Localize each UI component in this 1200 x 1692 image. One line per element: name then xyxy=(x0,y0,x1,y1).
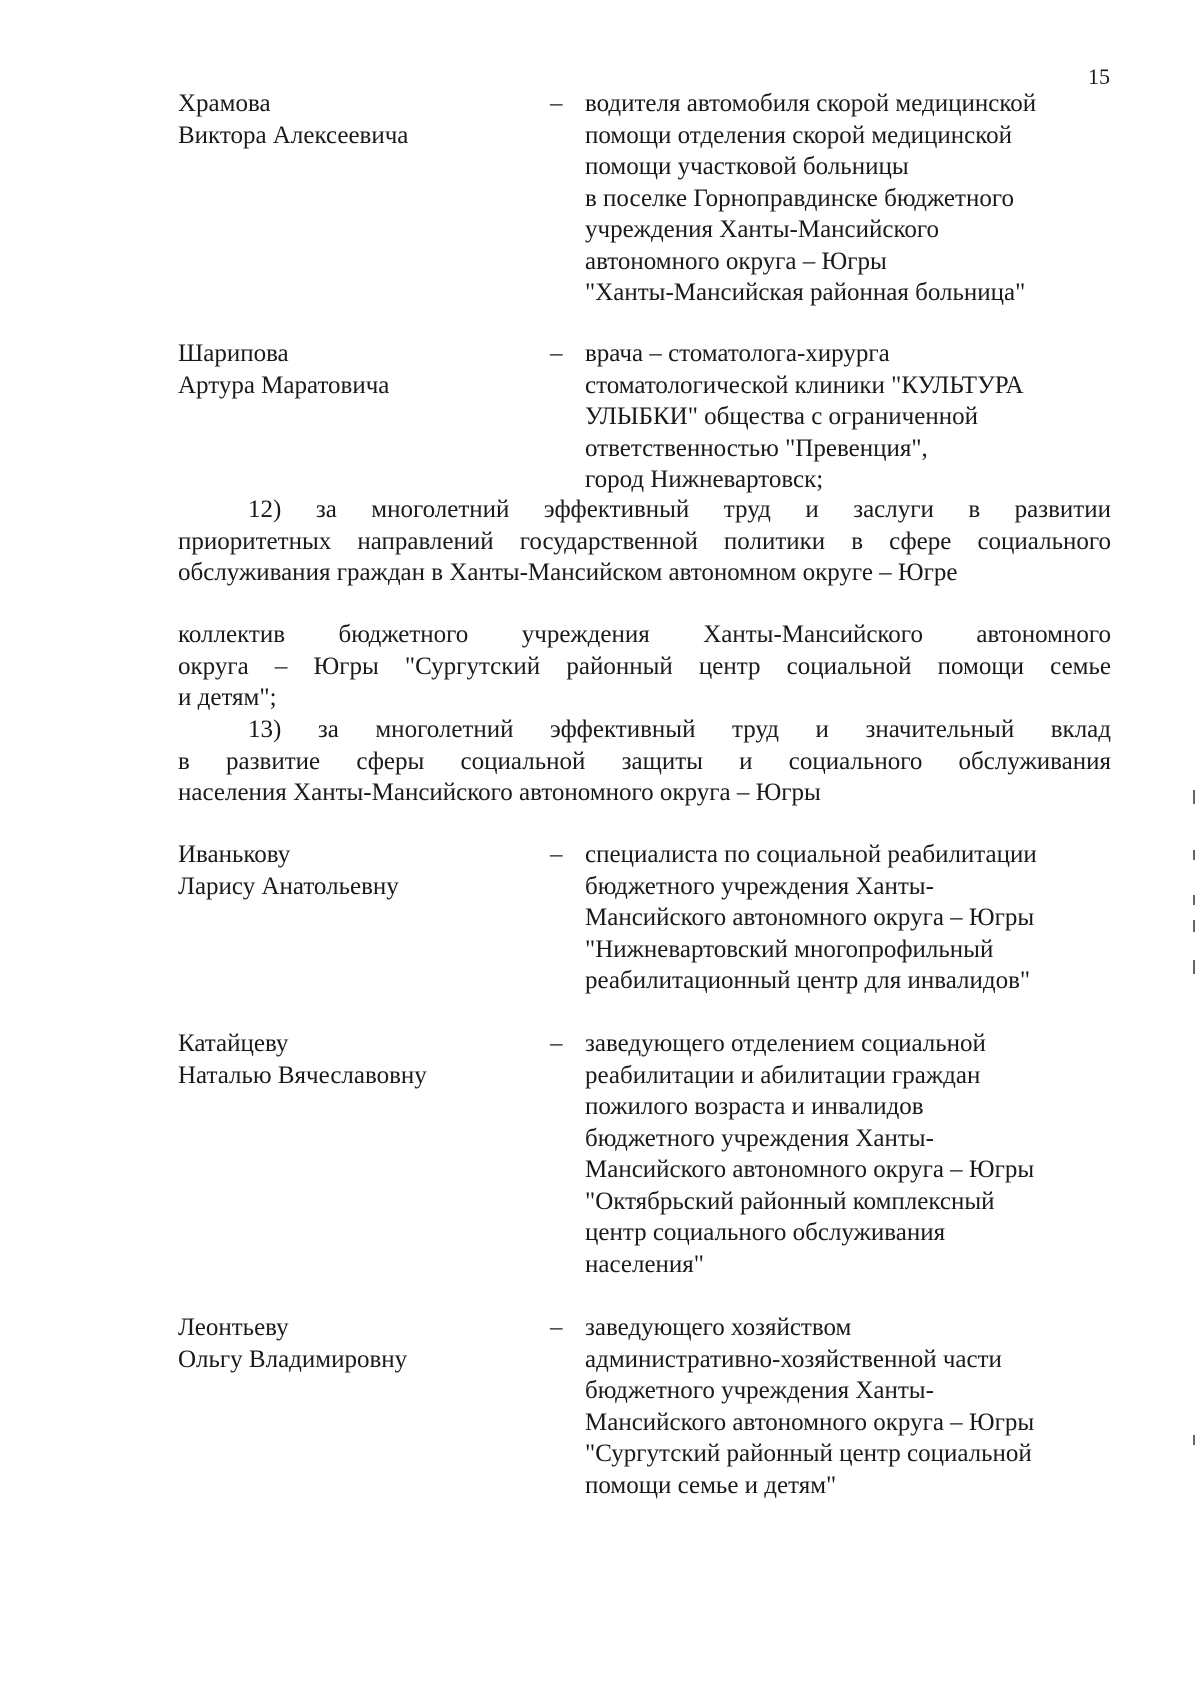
name-line: Катайцеву xyxy=(178,1030,289,1057)
position-description xyxy=(585,1312,1113,1501)
position-description xyxy=(585,1028,1113,1280)
desc-line: пожилого возраста и инвалидов xyxy=(585,1093,924,1120)
paragraph-line: 12) за многолетний эффективный труд и заслуги в развитии xyxy=(248,496,1111,523)
paragraph-line: обслуживания граждан в Ханты-Мансийском автономном округе – Югре xyxy=(178,559,958,586)
desc-line: реабилитационный центр для инвалидов" xyxy=(585,967,1031,994)
paragraph-line: приоритетных направлений государственной политики в сфере социального xyxy=(178,527,1111,555)
desc-line: учреждения Ханты-Мансийского xyxy=(585,216,940,243)
scan-edge-mark xyxy=(1193,790,1195,804)
paragraph-line: коллектив бюджетного учреждения Ханты-Мансийского автономного xyxy=(178,621,1111,648)
award-category-13 xyxy=(178,714,1111,809)
desc-line: Мансийского автономного округа – Югры xyxy=(585,1408,1035,1436)
paragraph-line: 13) за многолетний эффективный труд и значительный вклад xyxy=(248,716,1111,743)
dash-separator: – xyxy=(550,1314,563,1341)
page-number: 15 xyxy=(1088,64,1110,89)
desc-line: город Нижневартовск; xyxy=(585,466,824,493)
desc-line: "Ханты-Мансийская районная больница" xyxy=(585,279,1026,306)
desc-line: специалиста по социальной реабилитации xyxy=(585,841,1037,868)
desc-line: бюджетного учреждения Ханты- xyxy=(585,1377,934,1404)
paragraph-line: населения Ханты-Мансийского автономного округа – Югры xyxy=(178,779,821,806)
desc-line: помощи участковой больницы xyxy=(585,153,909,180)
dash-separator: – xyxy=(550,340,563,367)
desc-line: населения" xyxy=(585,1250,705,1278)
scan-edge-mark xyxy=(1193,895,1195,905)
paragraph-line: в развитие сферы социальной защиты и социального обслуживания xyxy=(178,747,1111,775)
desc-line: бюджетного учреждения Ханты- xyxy=(585,872,934,900)
desc-line: стоматологической клиники "КУЛЬТУРА xyxy=(585,371,1024,399)
position-description xyxy=(585,338,1113,496)
desc-line: "Нижневартовский многопрофильный xyxy=(585,935,994,963)
dash-separator: – xyxy=(550,841,563,868)
person-name xyxy=(178,1312,538,1375)
name-line: Шарипова xyxy=(178,340,289,367)
name-line: Иванькову xyxy=(178,841,291,868)
name-line: Ольгу Владимировну xyxy=(178,1345,408,1373)
desc-line: Мансийского автономного округа – Югры xyxy=(585,904,1035,931)
desc-line: Мансийского автономного округа – Югры xyxy=(585,1156,1035,1183)
desc-line: бюджетного учреждения Ханты- xyxy=(585,1124,934,1152)
collective-award xyxy=(178,619,1111,714)
person-name xyxy=(178,1028,538,1091)
scan-edge-mark xyxy=(1193,1435,1195,1445)
scan-edge-mark xyxy=(1193,960,1195,974)
desc-line: ответственностью "Превенция", xyxy=(585,434,928,462)
name-line: Наталью Вячеславовну xyxy=(178,1061,427,1089)
name-line: Храмова xyxy=(178,90,271,117)
desc-line: реабилитации и абилитации граждан xyxy=(585,1061,981,1089)
desc-line: автономного округа – Югры xyxy=(585,247,887,275)
person-name xyxy=(178,338,538,401)
dash-separator: – xyxy=(550,1030,563,1057)
desc-line: "Октябрьский районный комплексный xyxy=(585,1187,995,1215)
desc-line: врача – стоматолога-хирурга xyxy=(585,340,890,367)
scan-edge-mark xyxy=(1193,920,1195,932)
desc-line: "Сургутский районный центр социальной xyxy=(585,1440,1032,1467)
person-name xyxy=(178,88,538,151)
desc-line: заведующего отделением социальной xyxy=(585,1030,986,1057)
paragraph-line: округа – Югры "Сургутский районный центр социальной помощи семье xyxy=(178,652,1111,680)
person-name xyxy=(178,839,538,902)
desc-line: центр социального обслуживания xyxy=(585,1219,946,1246)
name-line: Леонтьеву xyxy=(178,1314,289,1341)
desc-line: заведующего хозяйством xyxy=(585,1314,852,1341)
desc-line: административно-хозяйственной части xyxy=(585,1345,1002,1373)
dash-separator: – xyxy=(550,90,563,117)
desc-line: помощи семье и детям" xyxy=(585,1471,837,1499)
paragraph-line: и детям"; xyxy=(178,684,277,711)
desc-line: помощи отделения скорой медицинской xyxy=(585,121,1013,149)
name-line: Артура Маратовича xyxy=(178,371,390,399)
award-category-12 xyxy=(178,494,1111,589)
desc-line: водителя автомобиля скорой медицинской xyxy=(585,90,1037,117)
desc-line: УЛЫБКИ" общества с ограниченной xyxy=(585,403,978,430)
position-description xyxy=(585,88,1113,309)
name-line: Ларису Анатольевну xyxy=(178,872,399,900)
position-description xyxy=(585,839,1113,997)
name-line: Виктора Алексеевича xyxy=(178,121,409,149)
desc-line: в поселке Горноправдинске бюджетного xyxy=(585,184,1014,212)
scan-edge-mark xyxy=(1193,850,1195,860)
